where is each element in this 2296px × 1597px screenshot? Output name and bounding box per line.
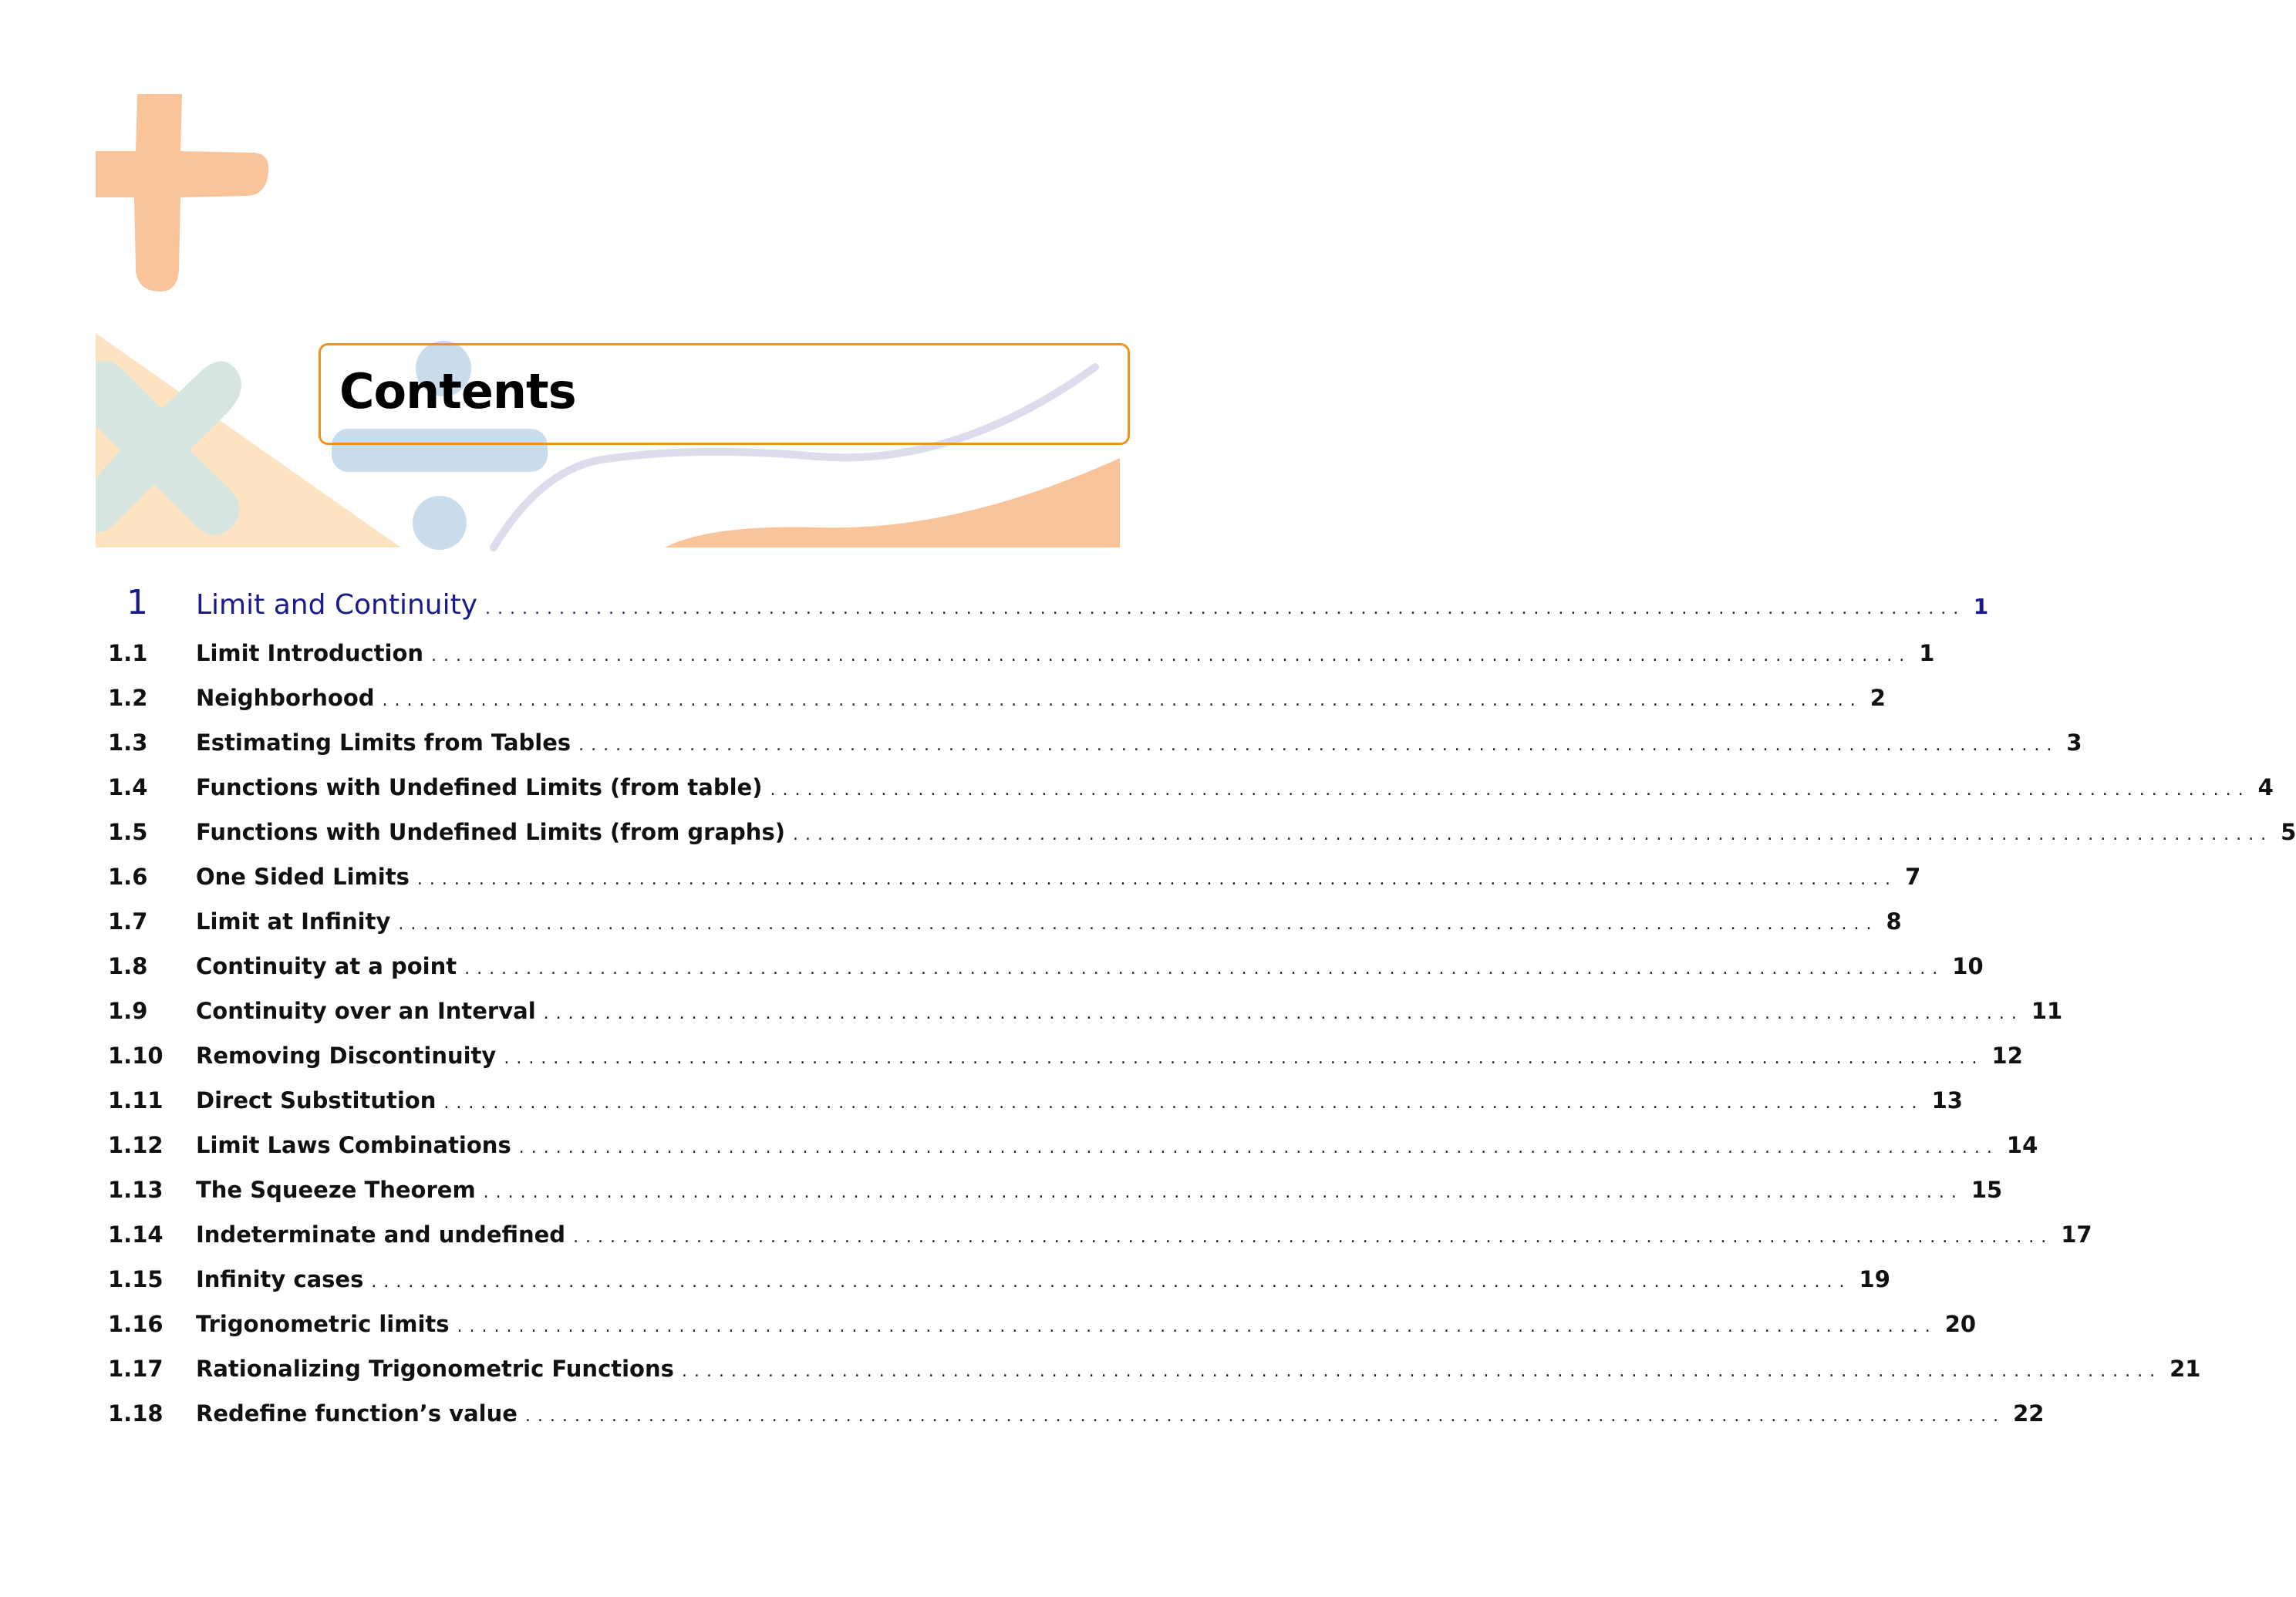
toc-section-1-8[interactable] bbox=[108, 953, 1984, 979]
toc-section-1-1[interactable] bbox=[108, 640, 1935, 666]
dot-leader: ........................................................................................................................ bbox=[792, 825, 2274, 844]
section-title: The Squeeze Theorem bbox=[196, 1177, 476, 1203]
dot-leader: ........................................................................................................................ bbox=[416, 870, 1898, 889]
section-number: 1.15 bbox=[108, 1266, 164, 1292]
section-number: 1.5 bbox=[108, 819, 148, 845]
dot-leader: ........................................................................................................................ bbox=[398, 915, 1879, 934]
section-title: Rationalizing Trigonometric Functions bbox=[196, 1356, 674, 1382]
section-page-number: 22 bbox=[2013, 1400, 2045, 1427]
toc-section-1-14[interactable] bbox=[108, 1221, 2092, 1248]
section-page-number: 7 bbox=[1905, 864, 1921, 890]
section-page-number: 15 bbox=[1971, 1177, 2003, 1203]
dot-leader: ........................................................................................................................ bbox=[504, 1049, 1984, 1068]
toc-chapter-1[interactable] bbox=[108, 583, 1989, 622]
section-page-number: 3 bbox=[2066, 729, 2082, 756]
section-title: Functions with Undefined Limits (from graphs) bbox=[196, 819, 785, 845]
section-title: Limit at Infinity bbox=[196, 908, 391, 935]
dot-leader: ........................................................................................................................ bbox=[524, 1407, 2006, 1426]
dot-leader: ........................................................................................................................ bbox=[485, 599, 1966, 618]
section-page-number: 5 bbox=[2281, 819, 2296, 845]
toc-section-1-12[interactable] bbox=[108, 1132, 2038, 1158]
section-title: Trigonometric limits bbox=[196, 1311, 450, 1337]
section-number: 1.8 bbox=[108, 953, 148, 979]
section-number: 1.3 bbox=[108, 729, 148, 756]
dot-leader: ........................................................................................................................ bbox=[464, 959, 1945, 979]
dot-leader: ........................................................................................................................ bbox=[543, 1004, 2024, 1023]
section-page-number: 12 bbox=[1991, 1043, 2023, 1069]
section-number: 1.7 bbox=[108, 908, 148, 935]
header-decoration bbox=[0, 0, 1234, 571]
section-page-number: 8 bbox=[1886, 908, 1902, 935]
dot-leader: ........................................................................................................................ bbox=[457, 1317, 1937, 1336]
section-title: Estimating Limits from Tables bbox=[196, 729, 571, 756]
toc-section-1-11[interactable] bbox=[108, 1087, 1963, 1114]
section-page-number: 10 bbox=[1952, 953, 1984, 979]
plus-sign-decoration bbox=[96, 94, 268, 291]
section-title: Limit Introduction bbox=[196, 640, 424, 666]
section-number: 1.2 bbox=[108, 685, 148, 711]
section-title: Neighborhood bbox=[196, 685, 375, 711]
dot-leader: ........................................................................................................................ bbox=[681, 1362, 2163, 1381]
chapter-number: 1 bbox=[126, 583, 148, 622]
section-number: 1.14 bbox=[108, 1221, 164, 1248]
section-number: 1.4 bbox=[108, 774, 148, 800]
section-title: One Sided Limits bbox=[196, 864, 410, 890]
toc-section-1-15[interactable] bbox=[108, 1266, 1890, 1292]
section-title: Removing Discontinuity bbox=[196, 1043, 497, 1069]
section-title: Direct Substitution bbox=[196, 1087, 437, 1114]
section-page-number: 1 bbox=[1919, 640, 1935, 666]
section-number: 1.13 bbox=[108, 1177, 164, 1203]
page-title: Contents bbox=[339, 363, 576, 419]
dot-leader: ........................................................................................................................ bbox=[483, 1183, 1964, 1202]
section-title: Limit Laws Combinations bbox=[196, 1132, 511, 1158]
toc-section-1-9[interactable] bbox=[108, 998, 2063, 1024]
section-number: 1.1 bbox=[108, 640, 148, 666]
toc-section-1-10[interactable] bbox=[108, 1043, 2023, 1069]
section-title: Functions with Undefined Limits (from table) bbox=[196, 774, 763, 800]
toc-section-1-5[interactable] bbox=[108, 819, 2296, 845]
section-page-number: 13 bbox=[1931, 1087, 1963, 1114]
section-page-number: 19 bbox=[1859, 1266, 1890, 1292]
peach-wedge-decoration bbox=[665, 458, 1120, 547]
section-number: 1.9 bbox=[108, 998, 148, 1024]
section-title: Continuity over an Interval bbox=[196, 998, 536, 1024]
section-title: Infinity cases bbox=[196, 1266, 364, 1292]
dot-leader: ........................................................................................................................ bbox=[578, 736, 2059, 755]
section-title: Indeterminate and undefined bbox=[196, 1221, 566, 1248]
toc-section-1-13[interactable] bbox=[108, 1177, 2003, 1203]
section-page-number: 14 bbox=[2006, 1132, 2038, 1158]
section-page-number: 21 bbox=[2170, 1356, 2201, 1382]
section-page-number: 11 bbox=[2031, 998, 2063, 1024]
dot-leader: ........................................................................................................................ bbox=[443, 1093, 1924, 1113]
section-title: Redefine function’s value bbox=[196, 1400, 518, 1427]
dot-leader: ........................................................................................................................ bbox=[371, 1272, 1852, 1292]
section-number: 1.6 bbox=[108, 864, 148, 890]
dot-leader: ........................................................................................................................ bbox=[770, 780, 2250, 800]
toc-section-1-3[interactable] bbox=[108, 729, 2082, 756]
dot-leader: ........................................................................................................................ bbox=[431, 646, 1912, 665]
toc-section-1-18[interactable] bbox=[108, 1400, 2045, 1427]
toc-section-1-2[interactable] bbox=[108, 685, 1886, 711]
section-page-number: 4 bbox=[2257, 774, 2274, 800]
section-number: 1.10 bbox=[108, 1043, 164, 1069]
toc-section-1-4[interactable] bbox=[108, 774, 2274, 800]
section-page-number: 17 bbox=[2061, 1221, 2092, 1248]
section-title: Continuity at a point bbox=[196, 953, 457, 979]
toc-section-1-16[interactable] bbox=[108, 1311, 1977, 1337]
dot-leader: ........................................................................................................................ bbox=[573, 1228, 2054, 1247]
toc-section-1-7[interactable] bbox=[108, 908, 1902, 935]
chapter-page-number: 1 bbox=[1973, 594, 1989, 619]
section-number: 1.12 bbox=[108, 1132, 164, 1158]
section-number: 1.16 bbox=[108, 1311, 164, 1337]
section-number: 1.17 bbox=[108, 1356, 164, 1382]
dot-leader: ........................................................................................................................ bbox=[518, 1138, 1999, 1157]
toc-section-1-17[interactable] bbox=[108, 1356, 2201, 1382]
chapter-title: Limit and Continuity bbox=[196, 589, 478, 621]
dot-leader: ........................................................................................................................ bbox=[382, 691, 1863, 710]
section-page-number: 2 bbox=[1870, 685, 1886, 711]
section-number: 1.18 bbox=[108, 1400, 164, 1427]
toc-section-1-6[interactable] bbox=[108, 864, 1921, 890]
section-number: 1.11 bbox=[108, 1087, 164, 1114]
section-page-number: 20 bbox=[1944, 1311, 1977, 1337]
